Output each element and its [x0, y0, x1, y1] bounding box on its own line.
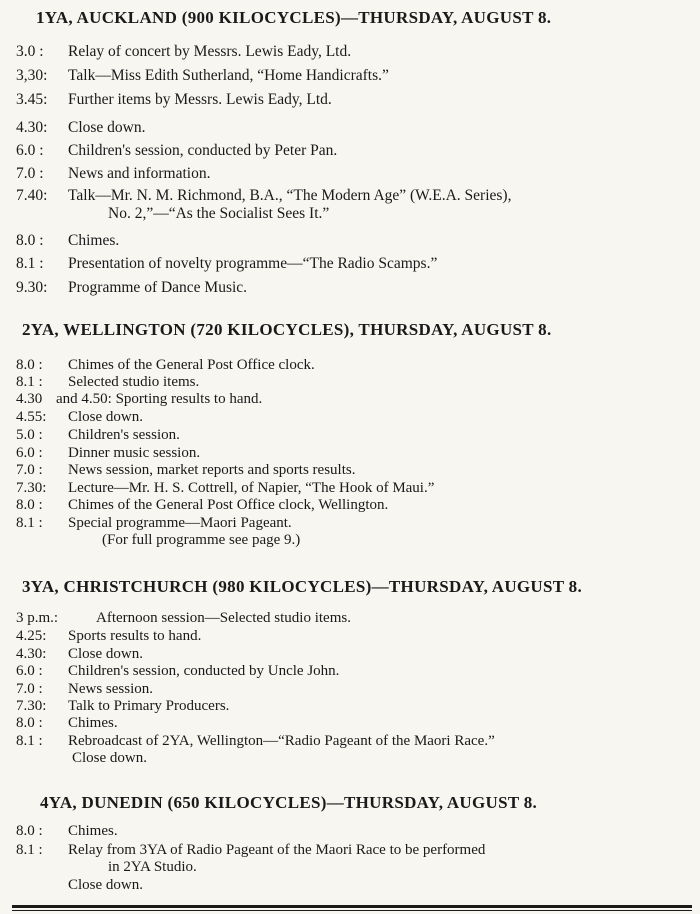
- item-time: 4.55:: [16, 409, 47, 425]
- item-continuation: (For full programme see page 9.): [102, 532, 301, 548]
- item-text: Close down.: [68, 646, 143, 662]
- item-text: Close down.: [68, 877, 143, 893]
- list-item: [16, 497, 696, 514]
- bottom-rule: [12, 905, 692, 908]
- list-item: [16, 462, 696, 479]
- list-item: [16, 698, 696, 715]
- item-time: 5.0 :: [16, 427, 43, 443]
- list-item: [16, 877, 696, 894]
- list-item: [16, 427, 696, 444]
- item-time: 7.30:: [16, 698, 47, 714]
- list-item: [16, 391, 696, 408]
- item-time: 8.1 :: [16, 515, 43, 531]
- item-time: 8.0 :: [16, 357, 43, 373]
- item-time: 4.30:: [16, 646, 47, 662]
- item-time: 7.30:: [16, 480, 47, 496]
- item-time: 4.30: [16, 391, 43, 407]
- item-time: 3.0 :: [16, 43, 44, 60]
- item-time: 6.0 :: [16, 445, 43, 461]
- item-time: 8.0 :: [16, 232, 44, 249]
- list-item: [16, 409, 696, 426]
- section-heading-4ya: 4YA, DUNEDIN (650 KILOCYCLES)—THURSDAY, AUGUST 8.: [40, 793, 538, 812]
- item-time: 7.40:: [16, 187, 48, 204]
- item-text: and 4.50: Sporting results to hand.: [56, 391, 263, 407]
- item-time: 7.0 :: [16, 165, 44, 182]
- list-item: [16, 232, 696, 250]
- item-text: Relay of concert by Messrs. Lewis Eady, Ltd.: [68, 43, 352, 60]
- item-text: Children's session.: [68, 427, 180, 443]
- item-text: Talk—Mr. N. M. Richmond, B.A., “The Modern Age” (W.E.A. Series),: [68, 187, 512, 204]
- list-item: [16, 255, 696, 273]
- list-item: [16, 646, 696, 663]
- item-time: 6.0 :: [16, 142, 44, 159]
- list-item: [16, 842, 696, 876]
- section-heading-2ya: 2YA, WELLINGTON (720 KILOCYCLES), THURSDAY, AUGUST 8.: [22, 320, 552, 339]
- list-item: [16, 480, 696, 497]
- item-text: Relay from 3YA of Radio Pageant of the Maori Race to be performed: [68, 842, 486, 858]
- list-item: [16, 445, 696, 462]
- item-time: 4.25:: [16, 628, 47, 644]
- item-text: Close down.: [68, 409, 143, 425]
- item-text: Chimes.: [68, 715, 118, 731]
- list-item: [16, 187, 696, 223]
- item-text: Children's session, conducted by Peter Pan.: [68, 142, 338, 159]
- section-heading-3ya: 3YA, CHRISTCHURCH (980 KILOCYCLES)—THURSDAY, AUGUST 8.: [22, 577, 583, 596]
- list-item: [16, 733, 696, 767]
- list-item: [16, 681, 696, 698]
- list-item: [16, 610, 696, 627]
- item-text: Children's session, conducted by Uncle John.: [68, 663, 340, 679]
- item-text: Chimes.: [68, 823, 118, 839]
- item-text: Programme of Dance Music.: [68, 279, 248, 296]
- item-text: Rebroadcast of 2YA, Wellington—“Radio Pageant of the Maori Race.”: [68, 733, 495, 749]
- item-text: News session.: [68, 681, 153, 697]
- list-item: [16, 357, 696, 374]
- list-item: [16, 67, 696, 85]
- item-text: Further items by Messrs. Lewis Eady, Ltd.: [68, 91, 332, 108]
- list-item: [16, 515, 696, 549]
- item-text: Chimes.: [68, 232, 120, 249]
- item-text: Selected studio items.: [68, 374, 200, 390]
- list-item: [16, 715, 696, 732]
- list-item: [16, 823, 696, 840]
- item-time: 8.0 :: [16, 715, 43, 731]
- list-item: [16, 142, 696, 160]
- item-time: 8.0 :: [16, 823, 43, 839]
- item-time: 8.1 :: [16, 374, 43, 390]
- item-text: Close down.: [68, 119, 146, 136]
- list-item: [16, 43, 696, 61]
- item-time: 3,30:: [16, 67, 48, 84]
- bottom-rule-thin: [12, 910, 692, 911]
- item-text: News session, market reports and sports results.: [68, 462, 356, 478]
- item-text: Chimes of the General Post Office clock.: [68, 357, 315, 373]
- list-item: [16, 374, 696, 391]
- list-item: [16, 165, 696, 183]
- list-item: [16, 628, 696, 645]
- item-time: 8.0 :: [16, 497, 43, 513]
- item-time: 8.1 :: [16, 842, 43, 858]
- list-item: [16, 663, 696, 680]
- item-text: Talk—Miss Edith Sutherland, “Home Handicrafts.”: [68, 67, 389, 84]
- item-time: 7.0 :: [16, 681, 43, 697]
- item-text: Chimes of the General Post Office clock, Wellington.: [68, 497, 389, 513]
- item-continuation: Close down.: [72, 750, 147, 766]
- section-heading-1ya: 1YA, AUCKLAND (900 KILOCYCLES)—THURSDAY, AUGUST 8.: [36, 8, 552, 27]
- item-time: 8.1 :: [16, 733, 43, 749]
- item-text: Talk to Primary Producers.: [68, 698, 230, 714]
- item-text: Lecture—Mr. H. S. Cottrell, of Napier, “The Hook of Maui.”: [68, 480, 435, 496]
- list-item: [16, 91, 696, 109]
- item-continuation: No. 2,”—“As the Socialist Sees It.”: [108, 205, 330, 222]
- item-time: 4.30:: [16, 119, 48, 136]
- item-text: Sports results to hand.: [68, 628, 202, 644]
- item-continuation: in 2YA Studio.: [108, 859, 197, 875]
- item-time: 7.0 :: [16, 462, 43, 478]
- item-time: 8.1 :: [16, 255, 44, 272]
- list-item: [16, 119, 696, 137]
- item-text: Special programme—Maori Pageant.: [68, 515, 292, 531]
- item-time: 3 p.m.:: [16, 610, 59, 626]
- item-text: Dinner music session.: [68, 445, 201, 461]
- item-time: 3.45:: [16, 91, 48, 108]
- list-item: [16, 279, 696, 297]
- item-time: 9.30:: [16, 279, 48, 296]
- item-text: News and information.: [68, 165, 211, 182]
- item-text: Afternoon session—Selected studio items.: [96, 610, 351, 626]
- item-time: 6.0 :: [16, 663, 43, 679]
- item-text: Presentation of novelty programme—“The Radio Scamps.”: [68, 255, 438, 272]
